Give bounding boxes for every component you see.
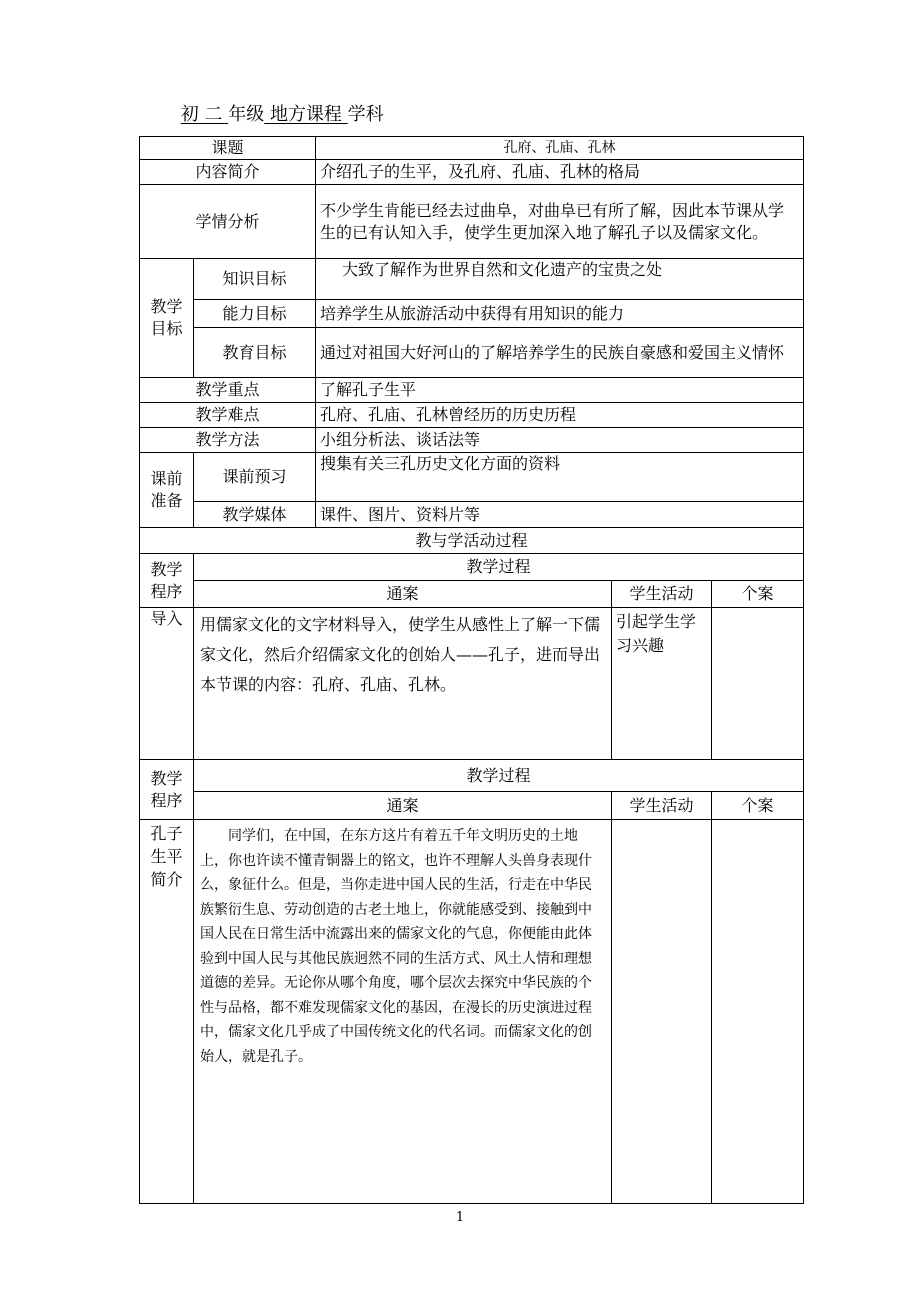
seq-label-2: 教学程序 (140, 760, 194, 820)
intro-text: 用儒家文化的文字材料导入，使学生从感性上了解一下儒家文化，然后介绍儒家文化的创始人——孔子，进而导出本节课的内容：孔府、孔庙、孔林。 (194, 608, 612, 760)
difficulty-label: 教学难点 (140, 403, 316, 428)
preview-label: 课前预习 (194, 453, 316, 502)
process-label-2: 教学过程 (194, 760, 804, 792)
grade-blank-2: 二 (204, 104, 223, 125)
intro-student-activity: 引起学生学习兴趣 (612, 608, 712, 760)
analysis-label: 学情分析 (140, 185, 316, 259)
process-section-title: 教与学活动过程 (140, 528, 804, 554)
page-number: 1 (455, 1210, 465, 1225)
common-plan-label-2: 通案 (194, 792, 612, 820)
content-label: 内容简介 (140, 160, 316, 185)
topic-label: 课题 (140, 137, 316, 160)
course-name: 地方课程 (269, 104, 342, 125)
difficulty-value: 孔府、孔庙、孔林曾经历的历史历程 (316, 403, 804, 428)
student-activity-label-1: 学生活动 (612, 581, 712, 608)
seq-label-1: 教学程序 (140, 554, 194, 608)
key-point-label: 教学重点 (140, 378, 316, 403)
grade-blank-1: 初 (180, 104, 199, 125)
media-label: 教学媒体 (194, 502, 316, 528)
common-plan-label-1: 通案 (194, 581, 612, 608)
document-header (175, 100, 384, 126)
prep-group-label: 课前准备 (140, 453, 194, 528)
education-goal-label: 教育目标 (194, 328, 316, 378)
intro-label: 导入 (140, 608, 194, 760)
knowledge-goal-label: 知识目标 (194, 259, 316, 300)
knowledge-goal-value: 大致了解作为世界自然和文化遗产的宝贵之处 (316, 259, 804, 300)
subject-label: 学科 (347, 104, 384, 125)
process-label-1: 教学过程 (194, 554, 804, 581)
ability-goal-value: 培养学生从旅游活动中获得有用知识的能力 (316, 300, 804, 328)
goals-group-label: 教学目标 (140, 259, 194, 378)
bio-label: 孔子生平简介 (140, 820, 194, 1204)
grade-label: 年级 (228, 104, 265, 125)
bio-individual-cell (712, 820, 804, 1204)
individual-plan-label-1: 个案 (712, 581, 804, 608)
bio-student-activity-cell (612, 820, 712, 1204)
topic-value: 孔府、孔庙、孔林 (316, 137, 804, 160)
intro-individual-cell (712, 608, 804, 760)
lesson-plan-table (139, 136, 804, 1204)
method-value: 小组分析法、谈话法等 (316, 428, 804, 453)
key-point-value: 了解孔子生平 (316, 378, 804, 403)
education-goal-value: 通过对祖国大好河山的了解培养学生的民族自豪感和爱国主义情怀 (316, 328, 804, 378)
analysis-value: 不少学生肯能已经去过曲阜，对曲阜已有所了解，因此本节课从学生的已有认知入手，使学生更加深入地了解孔子以及儒家文化。 (316, 185, 804, 259)
ability-goal-label: 能力目标 (194, 300, 316, 328)
content-value: 介绍孔子的生平，及孔府、孔庙、孔林的格局 (316, 160, 804, 185)
individual-plan-label-2: 个案 (712, 792, 804, 820)
method-label: 教学方法 (140, 428, 316, 453)
preview-value: 搜集有关三孔历史文化方面的资料 (316, 453, 804, 502)
media-value: 课件、图片、资料片等 (316, 502, 804, 528)
student-activity-label-2: 学生活动 (612, 792, 712, 820)
bio-text: 同学们，在中国，在东方这片有着五千年文明历史的土地上，你也许读不懂青铜器上的铭文，也许不理解人头兽身表现什么，象征什么。但是，当你走进中国人民的生活，行走在中华民族繁衍生息、劳动创造的古老土地上，你就能感受到、接触到中国人民在日常生活中流露出来的儒家文化的气息，你便能由此体验到中国人民与其他民族迥然不同的生活方式、风土人情和理想道德的差异。无论你从哪个角度，哪个层次去探究中华民族的个性与品格，都不难发现儒家文化的基因，在漫长的历史演进过程中，儒家文化几乎成了中国传统文化的代名词。而儒家文化的创始人，就是孔子。 (194, 820, 612, 1204)
